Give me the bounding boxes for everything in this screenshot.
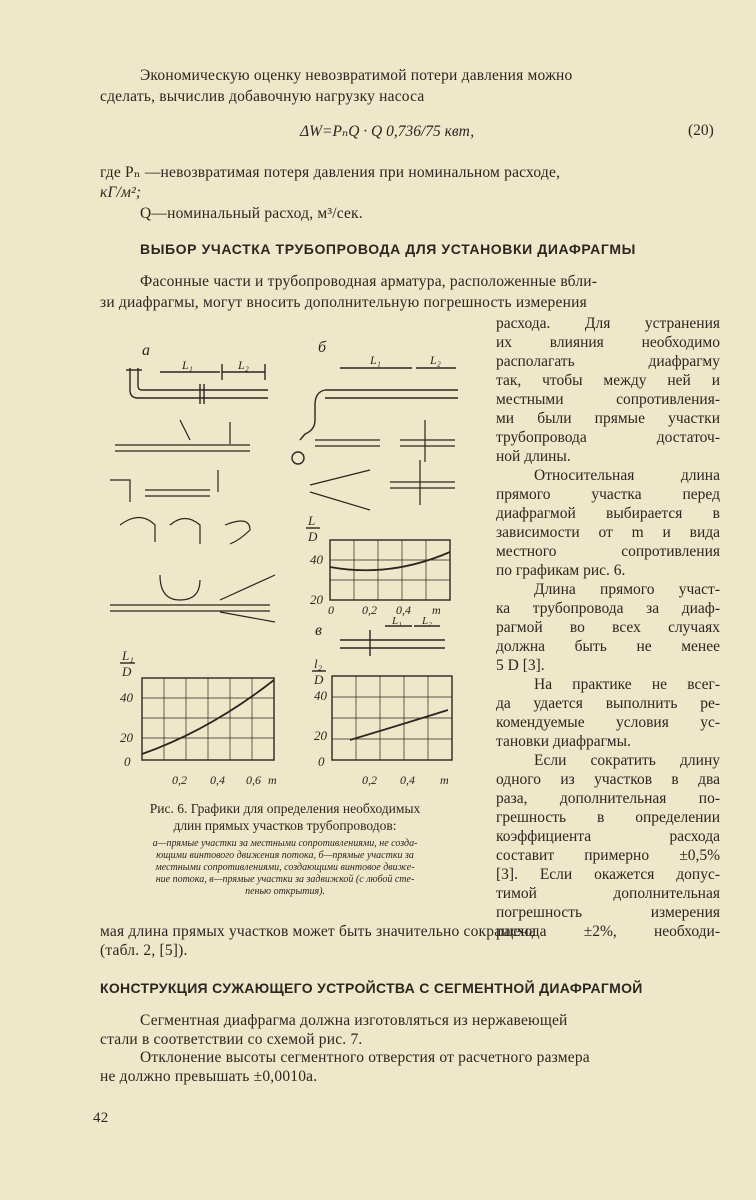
tick-02-a: 0,2 bbox=[172, 773, 187, 787]
tick-04-b: 0,4 bbox=[396, 603, 411, 617]
col-line: по графикам рис. 6. bbox=[496, 562, 626, 579]
col-line: погрешность измерения bbox=[496, 904, 720, 921]
col-line: расхода ±2%, необходи- bbox=[496, 923, 720, 940]
tick-m-v: m bbox=[440, 773, 449, 787]
chart-a bbox=[120, 648, 277, 787]
label-a: а bbox=[142, 342, 150, 359]
tick-0-b: 0 bbox=[328, 603, 334, 617]
label-l1-a: L₁ bbox=[182, 358, 193, 372]
formula-number: (20) bbox=[688, 122, 714, 139]
tick-02-v: 0,2 bbox=[362, 773, 377, 787]
axis-D-v: D bbox=[314, 672, 324, 687]
tick-m-b: m bbox=[432, 603, 441, 617]
label-l2-b: L₂ bbox=[430, 353, 441, 367]
section2-line-4: не должно превышать ±0,0010a. bbox=[100, 1068, 318, 1085]
col-line: местного сопротивления bbox=[496, 543, 720, 560]
col-line: ми были прямые участки bbox=[496, 410, 720, 427]
figure-6 bbox=[100, 330, 470, 815]
col-line: комендуемые условия ус- bbox=[496, 714, 720, 731]
col-line: рагмой во всех случаях bbox=[496, 619, 720, 636]
section2-line-2: стали в соответствии со схемой рис. 7. bbox=[100, 1031, 363, 1048]
label-v: в bbox=[315, 622, 322, 639]
label-l2-a: L₂ bbox=[238, 358, 249, 372]
intro-line-1: Экономическую оценку невозвратимой потери давления можно bbox=[140, 67, 573, 84]
section-heading-segment-diaphragm: КОНСТРУКЦИЯ СУЖАЮЩЕГО УСТРОЙСТВА С СЕГМЕНТНОЙ ДИАФРАГМОЙ bbox=[100, 980, 643, 996]
pipe-diagram-a bbox=[126, 342, 268, 404]
pipe-diagram-b bbox=[292, 339, 458, 464]
section2-line-1: Сегментная диафрагма должна изготовляться из нержавеющей bbox=[140, 1012, 568, 1029]
tick-04-a: 0,4 bbox=[210, 773, 225, 787]
col-line: да удается выполнить ре- bbox=[496, 695, 720, 712]
tick-04-v: 0,4 bbox=[400, 773, 415, 787]
chart-v bbox=[312, 656, 452, 787]
col-line: так, чтобы между ней и bbox=[496, 372, 720, 389]
definition-p: где Pₙ —невозвратимая потеря давления при номинальном расходе, bbox=[100, 164, 561, 181]
section1-line-2: зи диафрагмы, могут вносить дополнительную погрешность измерения bbox=[100, 294, 587, 311]
caption-title-2: длин прямых участков трубопроводов: bbox=[173, 818, 397, 833]
col-line: одного из участков в два bbox=[496, 771, 720, 788]
axis-top-D: D bbox=[308, 529, 318, 544]
caption-note-2: ющими винтового движения потока, б—прямые участки за bbox=[156, 850, 414, 861]
tick-06-a: 0,6 bbox=[246, 773, 261, 787]
axis-L1: L₁ bbox=[122, 648, 134, 663]
col-line: местными сопротивления- bbox=[496, 391, 720, 408]
tick-20-v: 20 bbox=[314, 728, 327, 743]
formula bbox=[0, 112, 756, 152]
pipe-diagram-v bbox=[315, 615, 445, 656]
tick-20-b: 20 bbox=[310, 592, 323, 607]
tick-02-b: 0,2 bbox=[362, 603, 377, 617]
col-line: ной длины. bbox=[496, 448, 571, 465]
page-number: 42 bbox=[93, 1110, 109, 1126]
right-column-text bbox=[496, 314, 720, 941]
caption-note-5: пенью открытия). bbox=[245, 886, 325, 897]
section-heading-pipe-selection: ВЫБОР УЧАСТКА ТРУБОПРОВОДА ДЛЯ УСТАНОВКИ ДИАФРАГМЫ bbox=[140, 241, 636, 257]
col-line: тановки диафрагмы. bbox=[496, 733, 631, 750]
axis-l2: l₂ bbox=[314, 656, 323, 671]
definition-q: Q—номинальный расход, м³/сек. bbox=[140, 205, 363, 222]
figure-note bbox=[100, 838, 470, 898]
col-line: 5 D [3]. bbox=[496, 657, 545, 674]
section1-tail-2: (табл. 2, [5]). bbox=[100, 942, 188, 959]
col-line: Если сократить длину bbox=[534, 752, 720, 769]
col-line: раза, дополнительная по- bbox=[496, 790, 720, 807]
caption-note-3: местными сопротивлениями, создающими винтовое движе- bbox=[155, 862, 415, 873]
col-line: Относительная длина bbox=[534, 467, 720, 484]
fittings-sketches bbox=[110, 420, 455, 622]
col-line: тимой дополнительная bbox=[496, 885, 720, 902]
formula-text: ΔW=PₙQ · Q 0,736/75 квт, bbox=[300, 123, 475, 140]
caption-note-1: а—прямые участки за местными сопротивлениями, не созда- bbox=[152, 838, 418, 849]
definition-p-units: кГ/м²; bbox=[100, 184, 142, 201]
col-line: должна быть не менее bbox=[496, 638, 720, 655]
col-line: составит примерно ±0,5% bbox=[496, 847, 720, 864]
col-line: Длина прямого участ- bbox=[534, 581, 720, 598]
col-line: их влияния необходимо bbox=[496, 334, 720, 351]
col-line: [3]. Если окажется допус- bbox=[496, 866, 720, 883]
tick-0-v: 0 bbox=[318, 754, 325, 769]
col-line: располагать диафрагму bbox=[496, 353, 720, 370]
axis-D-a: D bbox=[122, 664, 132, 679]
chart-b bbox=[306, 513, 450, 617]
tick-20-a: 20 bbox=[120, 730, 133, 745]
caption-title-1: Рис. 6. Графики для определения необходимых bbox=[149, 801, 421, 816]
label-b: б bbox=[318, 339, 327, 356]
label-l2-v: L₂ bbox=[422, 615, 432, 627]
section1-line-1: Фасонные части и трубопроводная арматура, расположенные вбли- bbox=[140, 273, 598, 290]
col-line: расхода. Для устранения bbox=[496, 315, 720, 332]
col-line: трубопровода достаточ- bbox=[496, 429, 720, 446]
axis-top-L: L bbox=[308, 513, 316, 528]
col-line: диафрагмой выбирается в bbox=[496, 505, 720, 522]
col-line: ка трубопровода за диаф- bbox=[496, 600, 720, 617]
col-line: прямого участка перед bbox=[496, 486, 720, 503]
intro-line-2: сделать, вычислив добавочную нагрузку насоса bbox=[100, 88, 425, 105]
section2-line-3: Отклонение высоты сегментного отверстия от расчетного размера bbox=[140, 1049, 590, 1066]
tick-40-v: 40 bbox=[314, 688, 327, 703]
col-line: коэффициента расхода bbox=[496, 828, 720, 845]
label-l1-b: L₁ bbox=[370, 353, 381, 367]
col-line: зависимости от m и вида bbox=[496, 524, 720, 541]
caption-note-4: ние потока, в—прямые участки за задвижкой (с любой сте- bbox=[155, 874, 415, 885]
col-line: грешность в определении bbox=[496, 809, 720, 826]
col-line: На практике не всег- bbox=[534, 676, 720, 693]
tick-0-a: 0 bbox=[124, 754, 131, 769]
tick-40-b: 40 bbox=[310, 552, 323, 567]
figure-caption bbox=[100, 800, 470, 834]
label-l1-v: L₁ bbox=[392, 615, 402, 627]
tick-40-a: 40 bbox=[120, 690, 133, 705]
tick-m-a: m bbox=[268, 773, 277, 787]
section1-tail-1: мая длина прямых участков может быть значительно сокращена bbox=[100, 923, 537, 940]
